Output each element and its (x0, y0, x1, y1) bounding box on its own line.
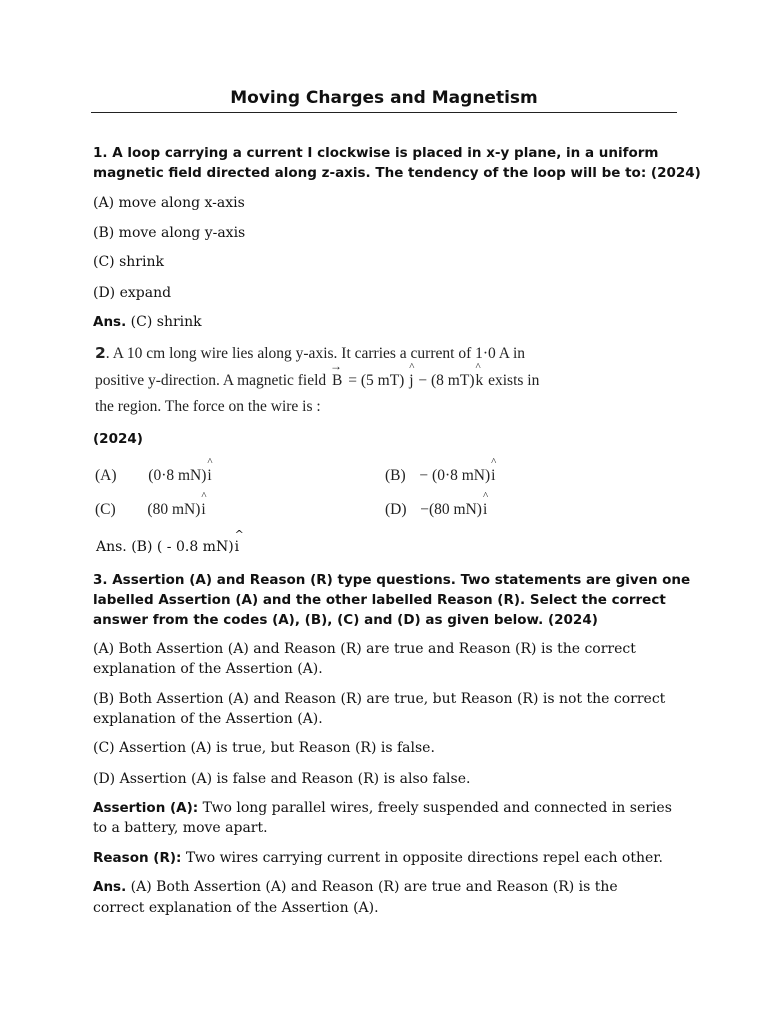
answer-label: Ans. (93, 314, 127, 330)
unit-i (207, 456, 213, 485)
option-label: (A) (95, 467, 117, 484)
unit-i-symbol: i (201, 501, 206, 518)
q1-option-b: (B) move along y-axis (93, 225, 246, 241)
q2-line-2d: exists in (484, 372, 540, 389)
vector-arrow: → (330, 359, 343, 373)
q2-line-2c: − (8 mT) (414, 372, 475, 389)
option-value: −(80 mN) (420, 501, 482, 518)
option-label: (C) (95, 501, 116, 518)
unit-i (482, 490, 489, 519)
q3-assertion-2: to a battery, move apart. (93, 820, 268, 836)
option-value: (0·8 mN) (148, 467, 207, 484)
q2-year: (2024) (93, 431, 143, 447)
unit-i-symbol: i (207, 467, 212, 484)
unit-i-symbol: i (491, 467, 496, 484)
q2-number: 2 (95, 344, 106, 362)
page-title: Moving Charges and Magnetism (230, 88, 538, 108)
q2-option-b (385, 456, 497, 485)
field-symbol: B (332, 372, 343, 389)
q2-line-2a: positive y-direction. A magnetic field (95, 372, 331, 389)
unit-j-symbol: j (409, 372, 414, 389)
q1-line-2: magnetic field directed along z-axis. The tendency of the loop will be to: (2024) (93, 165, 701, 181)
q3-option-a-1: (A) Both Assertion (A) and Reason (R) are true and Reason (R) is the correct (93, 641, 636, 657)
q3-assertion-1 (93, 800, 672, 816)
answer-text: Ans. (B) ( - 0.8 mN) (96, 539, 234, 555)
hat-mark: ^ (409, 361, 415, 373)
q2-line-2 (95, 359, 540, 390)
unit-i-symbol: i (482, 501, 488, 518)
answer-text: (A) Both Assertion (A) and Reason (R) are true and Reason (R) is the (126, 879, 618, 895)
field-vector (330, 359, 343, 390)
unit-k (475, 361, 484, 390)
unit-i-symbol: i (234, 539, 240, 555)
hat-mark: ^ (201, 490, 207, 502)
q3-option-a-2: explanation of the Assertion (A). (93, 661, 323, 677)
answer-label: Ans. (93, 879, 127, 895)
option-value: (80 mN) (147, 501, 201, 518)
q2-option-c (95, 490, 207, 519)
answer-text: (C) shrink (126, 314, 202, 330)
q3-option-b-2: explanation of the Assertion (A). (93, 711, 323, 727)
unit-k-symbol: k (475, 372, 484, 389)
q2-line-2b: = (5 mT) (344, 372, 409, 389)
q1-answer (93, 314, 202, 330)
reason-label: Reason (R): (93, 850, 182, 866)
unit-i (491, 456, 497, 485)
q1-option-a: (A) move along x-axis (93, 195, 245, 211)
q3-option-d: (D) Assertion (A) is false and Reason (R) is also false. (93, 771, 471, 787)
assertion-text: Two long parallel wires, freely suspended and connected in series (198, 800, 672, 816)
assertion-label: Assertion (A): (93, 800, 199, 816)
q2-answer (96, 528, 244, 555)
hat-mark: ^ (475, 361, 481, 373)
q2-line-1-text: . A 10 cm long wire lies along y-axis. It carries a current of 1·0 A in (105, 345, 526, 362)
hat-mark: ^ (482, 490, 489, 502)
q1-option-d: (D) expand (93, 285, 172, 301)
hat-mark: ^ (207, 456, 213, 468)
q2-option-a (95, 456, 213, 485)
hat-mark: ^ (491, 456, 497, 468)
q3-reason (93, 850, 663, 866)
q1-line-1: 1. A loop carrying a current I clockwise is placed in x-y plane, in a uniform (93, 145, 659, 161)
unit-j (409, 361, 415, 390)
q3-answer-2: correct explanation of the Assertion (A). (93, 900, 379, 916)
q2-line-3: the region. The force on the wire is : (95, 398, 321, 415)
q3-heading-1: 3. Assertion (A) and Reason (R) type questions. Two statements are given one (93, 572, 691, 588)
option-value: − (0·8 mN) (419, 467, 491, 484)
q3-heading-3: answer from the codes (A), (B), (C) and (D) as given below. (2024) (93, 612, 598, 628)
title-divider (91, 112, 677, 113)
option-label: (D) (385, 501, 407, 518)
reason-text: Two wires carrying current in opposite directions repel each other. (181, 850, 663, 866)
q3-option-c: (C) Assertion (A) is true, but Reason (R) is false. (93, 740, 435, 756)
unit-i (201, 490, 207, 519)
q1-option-c: (C) shrink (93, 254, 164, 270)
q2-option-d (385, 490, 489, 519)
q2-line-1 (95, 344, 525, 363)
hat-mark: ^ (234, 528, 244, 541)
unit-i (234, 528, 244, 555)
q3-option-b-1: (B) Both Assertion (A) and Reason (R) are true, but Reason (R) is not the correct (93, 691, 666, 707)
option-label: (B) (385, 467, 406, 484)
q3-answer-1 (93, 879, 618, 895)
q3-heading-2: labelled Assertion (A) and the other labelled Reason (R). Select the correct (93, 592, 666, 608)
